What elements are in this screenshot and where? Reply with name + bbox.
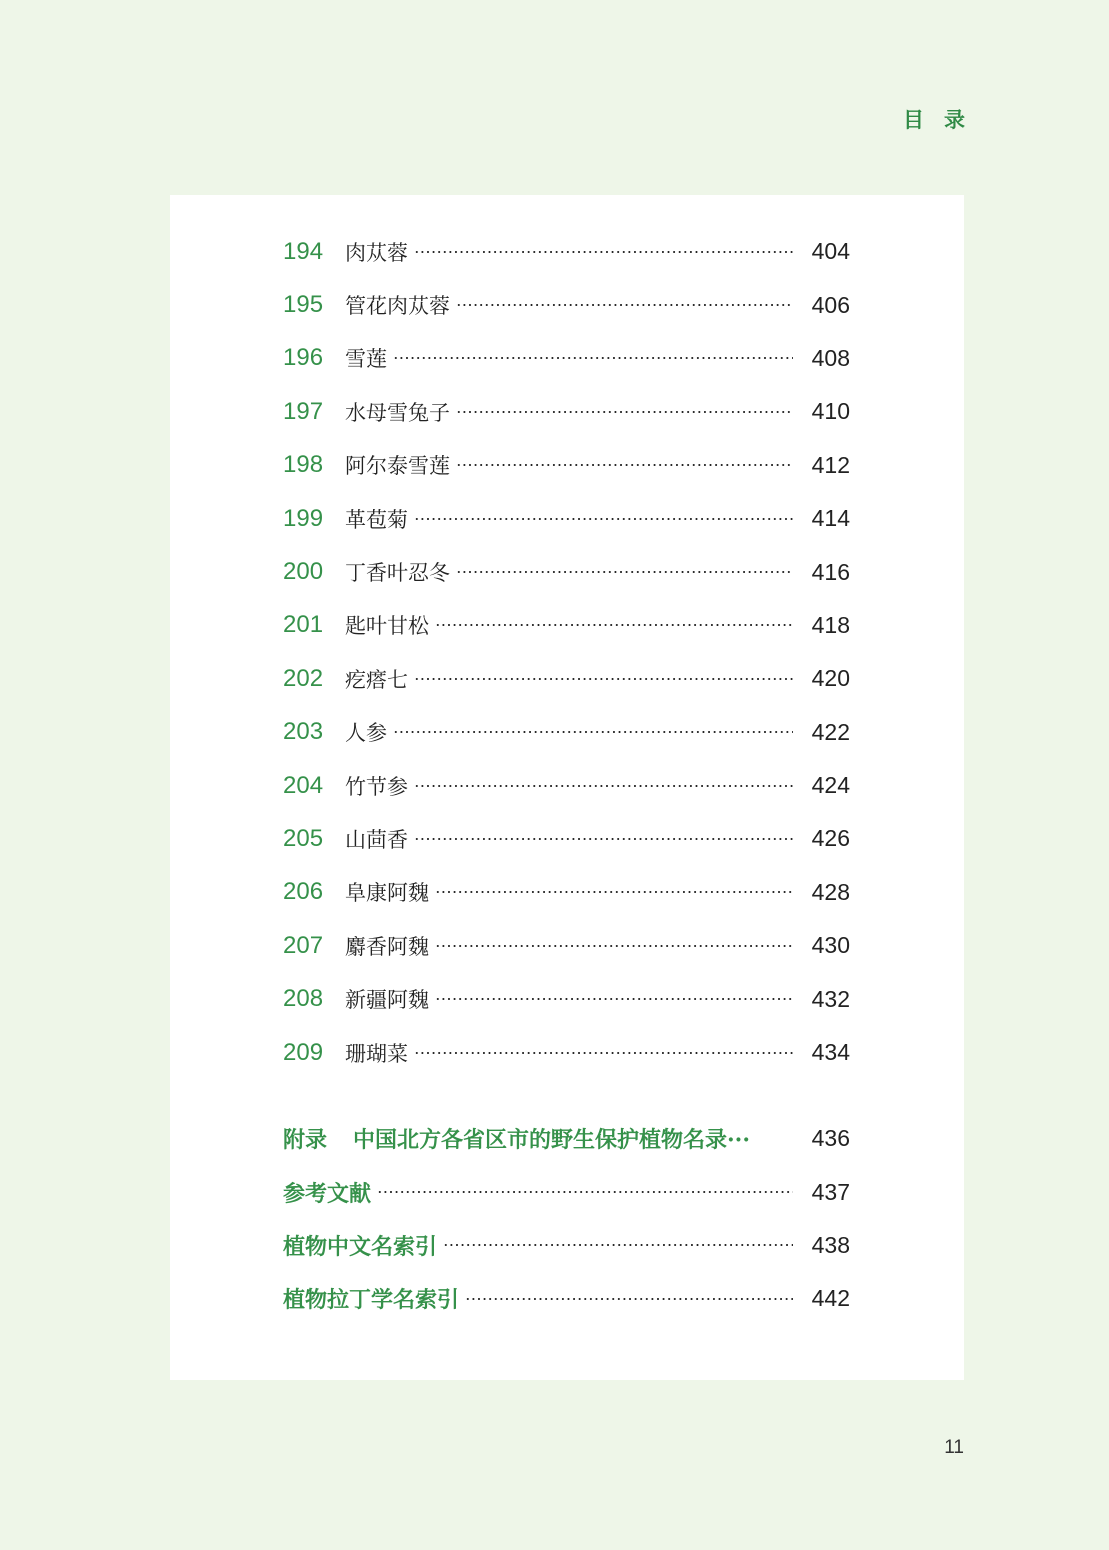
entry-number: 195 <box>283 291 324 319</box>
entry-number: 199 <box>283 504 324 532</box>
section-title <box>903 104 965 134</box>
toc-entry[interactable] <box>283 812 850 865</box>
toc-entry[interactable] <box>283 972 850 1025</box>
dot-leader <box>435 998 793 1000</box>
entry-page: 404 <box>811 238 850 265</box>
toc-entry[interactable] <box>283 278 850 331</box>
toc-entry[interactable] <box>283 385 850 438</box>
back-matter-entry[interactable] <box>283 1219 850 1272</box>
toc-entry[interactable] <box>283 332 850 385</box>
entry-name: 竹节参 <box>345 774 408 799</box>
entry-name: 雪莲 <box>345 347 387 372</box>
spacer <box>750 1138 809 1140</box>
back-matter-page: 442 <box>811 1285 850 1312</box>
appendix-title: 中国北方各省区市的野生保护植物名录··· <box>353 1127 750 1154</box>
entry-name: 珊瑚菜 <box>345 1041 408 1066</box>
dot-leader <box>377 1191 793 1193</box>
dot-leader <box>414 251 793 253</box>
entry-page: 410 <box>811 398 850 425</box>
toc-entry[interactable] <box>283 599 850 652</box>
entry-number: 202 <box>283 664 324 692</box>
appendix-entry[interactable] <box>283 1112 850 1165</box>
appendix-label-text: 附录 <box>283 1127 328 1154</box>
dot-leader <box>435 624 793 626</box>
entry-page: 426 <box>811 825 850 852</box>
dot-leader <box>435 891 793 893</box>
entry-page: 424 <box>811 772 850 799</box>
toc-entry[interactable] <box>283 492 850 545</box>
entry-page: 428 <box>811 878 850 905</box>
back-matter-entry[interactable] <box>283 1272 850 1325</box>
toc-entry[interactable] <box>283 1026 850 1079</box>
entry-page: 414 <box>811 505 850 532</box>
dot-leader <box>456 464 793 466</box>
entry-name: 水母雪兔子 <box>345 400 450 425</box>
entry-number: 209 <box>283 1038 324 1066</box>
entry-name: 丁香叶忍冬 <box>345 561 450 586</box>
entry-name: 新疆阿魏 <box>345 988 429 1013</box>
entry-number: 201 <box>283 611 324 639</box>
dot-leader <box>465 1298 793 1300</box>
entry-page: 422 <box>811 718 850 745</box>
toc-entry[interactable] <box>283 225 850 278</box>
toc-entry[interactable] <box>283 866 850 919</box>
section-title-part1: 目 <box>903 108 924 132</box>
entry-page: 434 <box>811 1039 850 1066</box>
entry-page: 416 <box>811 558 850 585</box>
back-matter-label: 植物中文名索引 <box>283 1233 438 1260</box>
entry-number: 197 <box>283 397 324 425</box>
entry-page: 418 <box>811 611 850 638</box>
entry-name: 肉苁蓉 <box>345 240 408 265</box>
dot-leader <box>414 785 793 787</box>
entry-number: 205 <box>283 824 324 852</box>
toc-entry[interactable] <box>283 759 850 812</box>
entry-name: 疙瘩七 <box>345 667 408 692</box>
entry-number: 200 <box>283 558 324 586</box>
dot-leader <box>443 1244 793 1246</box>
dot-leader <box>456 411 793 413</box>
entry-name: 人参 <box>345 721 387 746</box>
entry-name: 麝香阿魏 <box>345 934 429 959</box>
toc-entry[interactable] <box>283 652 850 705</box>
entry-name: 山茴香 <box>345 827 408 852</box>
dot-leader <box>456 571 793 573</box>
dot-leader <box>393 731 793 733</box>
dot-leader <box>414 678 793 680</box>
section-title-part2: 录 <box>944 108 965 132</box>
entry-number: 194 <box>283 237 324 265</box>
entry-number: 198 <box>283 451 324 479</box>
entry-page: 432 <box>811 985 850 1012</box>
toc-entry[interactable] <box>283 545 850 598</box>
entry-number: 196 <box>283 344 324 372</box>
appendix-page: 436 <box>811 1125 850 1152</box>
appendix-label <box>283 1123 750 1154</box>
back-matter-label: 参考文献 <box>283 1180 372 1207</box>
toc-entry[interactable] <box>283 919 850 972</box>
entry-number: 208 <box>283 985 324 1013</box>
entry-name: 阿尔泰雪莲 <box>345 454 450 479</box>
dot-leader <box>393 357 793 359</box>
back-matter-label: 植物拉丁学名索引 <box>283 1287 460 1314</box>
dot-leader <box>435 945 793 947</box>
dot-leader <box>456 304 793 306</box>
toc-entry[interactable] <box>283 439 850 492</box>
page-number: 11 <box>944 1437 964 1458</box>
toc-panel <box>170 195 964 1380</box>
back-matter-entry[interactable] <box>283 1165 850 1218</box>
entry-name: 阜康阿魏 <box>345 881 429 906</box>
entry-page: 406 <box>811 291 850 318</box>
toc-list <box>283 225 850 1079</box>
entry-number: 206 <box>283 878 324 906</box>
entry-name: 管花肉苁蓉 <box>345 294 450 319</box>
entry-number: 207 <box>283 931 324 959</box>
dot-leader <box>414 838 793 840</box>
back-matter-list <box>283 1112 850 1326</box>
entry-number: 203 <box>283 718 324 746</box>
entry-page: 430 <box>811 932 850 959</box>
toc-entry[interactable] <box>283 706 850 759</box>
dot-leader <box>414 518 793 520</box>
entry-number: 204 <box>283 771 324 799</box>
dot-leader <box>414 1052 793 1054</box>
entry-name: 革苞菊 <box>345 507 408 532</box>
entry-page: 420 <box>811 665 850 692</box>
back-matter-page: 437 <box>811 1178 850 1205</box>
entry-page: 412 <box>811 451 850 478</box>
back-matter-page: 438 <box>811 1231 850 1258</box>
entry-name: 匙叶甘松 <box>345 614 429 639</box>
entry-page: 408 <box>811 344 850 371</box>
